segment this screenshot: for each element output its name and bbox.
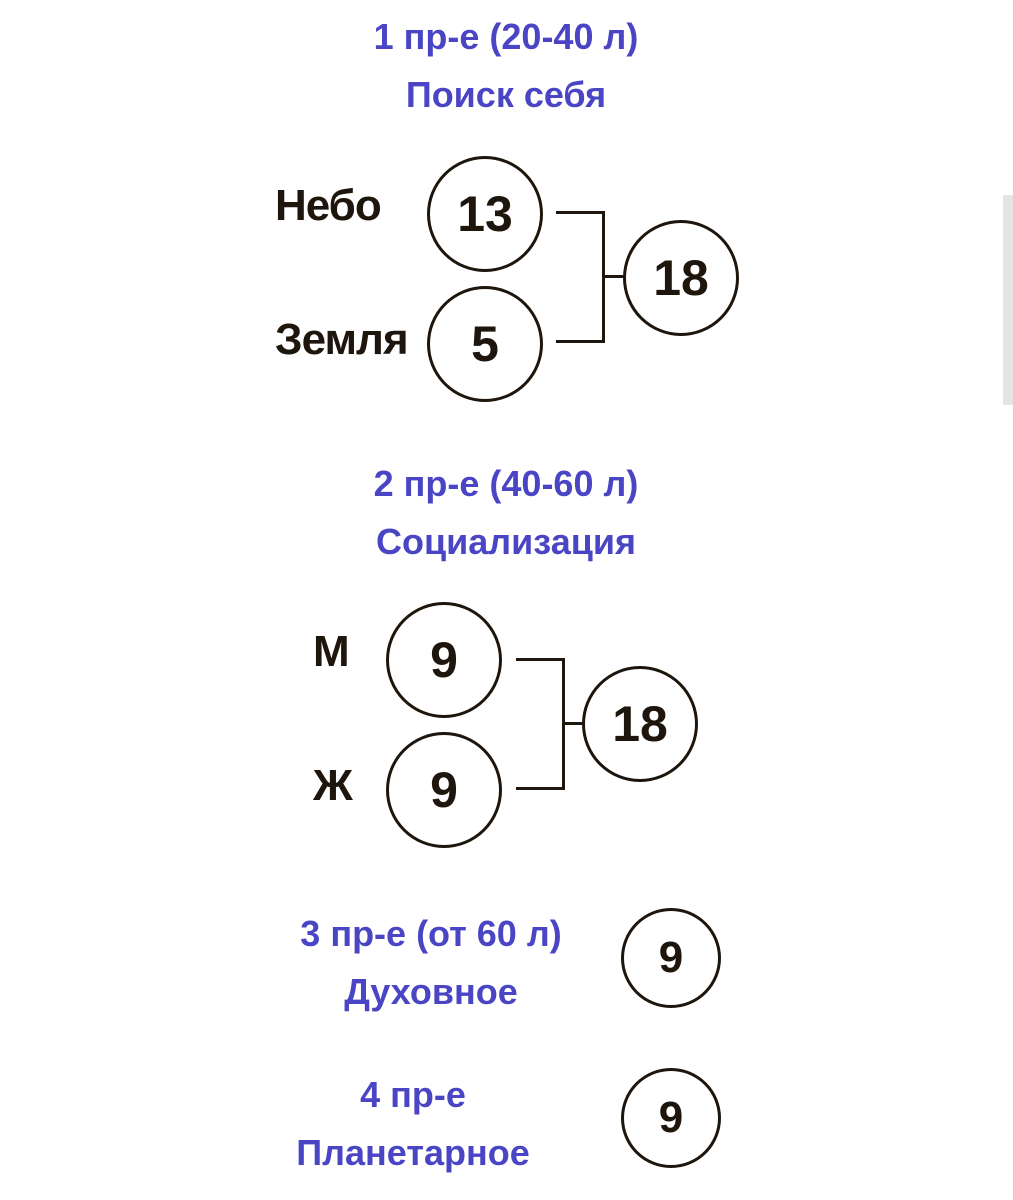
section-1-bottom-value: 5	[471, 316, 499, 372]
section-1-sum-circle	[623, 220, 739, 336]
section-4-circle	[621, 1068, 721, 1168]
section-1-bottom-circle	[427, 286, 543, 402]
section-2-bottom-value: 9	[430, 762, 458, 818]
section-4-value: 9	[658, 1093, 684, 1142]
section-2-period: 2 пр-е (40-60 л)	[373, 463, 639, 504]
section-3-value: 9	[658, 933, 684, 982]
section-1-top-label: Небо	[275, 181, 381, 230]
section-2-bottom-label: Ж	[313, 761, 352, 810]
section-4-period: 4 пр-е	[360, 1074, 466, 1115]
section-1-sum-value: 18	[653, 250, 709, 306]
section-2-top-label: М	[313, 627, 349, 676]
section-1-bottom-label: Земля	[275, 315, 408, 364]
section-3-name: Духовное	[344, 971, 518, 1012]
section-2-heading	[306, 455, 706, 571]
section-2-top-value: 9	[430, 632, 458, 688]
section-2-sum-circle	[582, 666, 698, 782]
section-3-heading	[231, 905, 631, 1021]
section-1-top-circle	[427, 156, 543, 272]
section-1-bracket	[556, 211, 605, 343]
section-2-top-circle	[386, 602, 502, 718]
section-1-heading	[306, 8, 706, 124]
section-4-heading	[213, 1066, 613, 1182]
scrollbar[interactable]	[1003, 195, 1013, 405]
section-2-bottom-circle	[386, 732, 502, 848]
section-3-circle	[621, 908, 721, 1008]
section-2-sum-value: 18	[612, 696, 668, 752]
section-1-top-value: 13	[457, 186, 513, 242]
section-1-period: 1 пр-е (20-40 л)	[373, 16, 639, 57]
section-2-bracket	[516, 658, 565, 790]
section-3-period: 3 пр-е (от 60 л)	[300, 913, 562, 954]
section-1-name: Поиск себя	[405, 74, 607, 115]
section-2-name: Социализация	[376, 521, 636, 562]
section-4-name: Планетарное	[296, 1132, 530, 1173]
section-1-connector	[603, 275, 625, 278]
